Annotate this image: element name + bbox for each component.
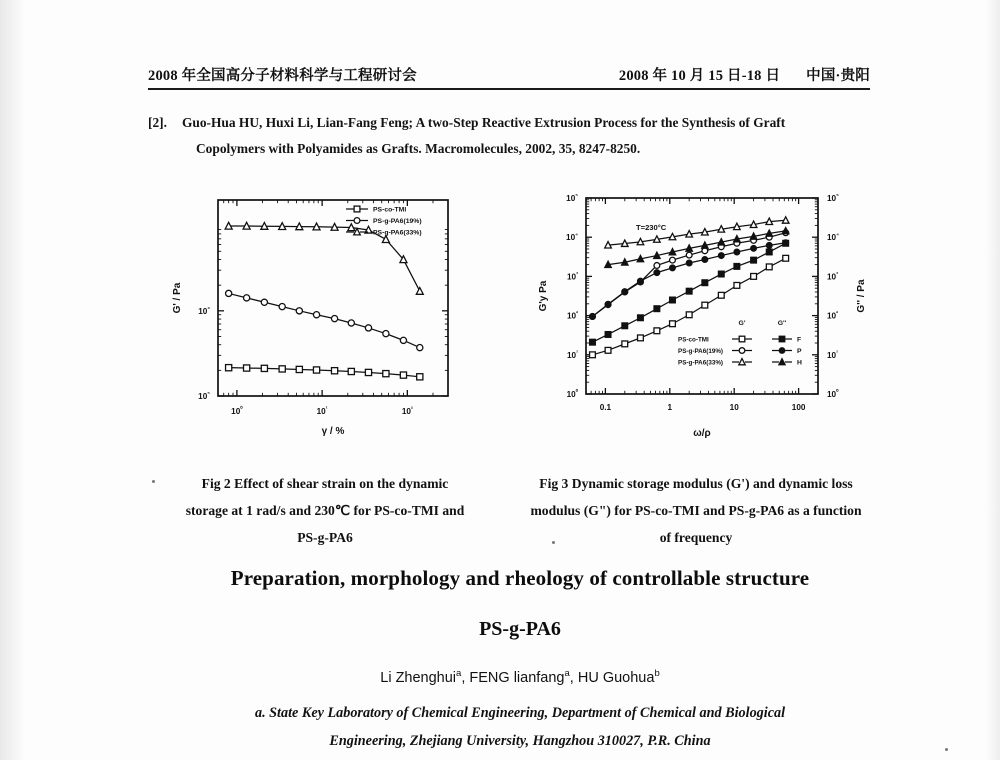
svg-text:PS-g-PA6(33%): PS-g-PA6(33%) [373,229,422,237]
svg-text:10¹: $10^{^1}$ [827,350,839,360]
svg-text:10¹: $10^{^1}$ [566,350,578,360]
figure-2-axes [198,200,448,444]
svg-text:10²: $10^{^2}$ [401,406,413,416]
figure-3-annotation: T=230°C [636,223,667,232]
reference-text-line1: Guo-Hua HU, Huxi Li, Lian-Fang Feng; A two-Step Reactive Extrusion Process for the Synthesis of Graft [182,115,786,130]
svg-text:10³: $10^{^3}$ [827,272,839,282]
figure-row [150,182,890,447]
svg-text:10¹: $10^{^1}$ [316,406,328,416]
article-title-line1: Preparation, morphology and rheology of controllable structure [230,566,810,590]
figure-3-caption [500,470,892,552]
svg-text:P: P [797,348,802,356]
reference-number: [2]. [148,115,167,130]
figure-2-caption-line3: PS-g-PA6 [297,530,353,546]
figure-2-plot [158,182,488,444]
running-header [148,64,870,85]
scan-speck [552,541,555,544]
svg-text:10⁰: $10^{^0}$ [231,406,243,416]
header-conference-name: 2008 年全国高分子材料科学与工程研讨会 [148,68,417,84]
svg-text:10: 10 [729,403,739,412]
svg-text:G'': G'' [777,320,787,327]
svg-text:F: F [797,336,802,344]
author-list [150,668,890,686]
figure-3-xlabel: ω/ρ [693,428,711,439]
author-3-affil-mark: b [654,668,660,679]
svg-text:PS-g-PA6(19%): PS-g-PA6(19%) [373,218,422,225]
author-2: , FENG lianfang [461,669,565,686]
figure-3-caption-line3: of frequency [659,530,733,546]
figure-2-legend [346,206,422,236]
article-title-line2: PS-g-PA6 [479,618,561,640]
svg-text:10²: $10^{^2}$ [827,311,839,321]
header-right-group [619,64,870,85]
figure-3-caption-line2: modulus (G") for PS-co-TMI and PS-g-PA6 as a function [530,503,862,519]
figure-3-ylabel: G'y Pa [538,280,549,312]
affiliation [150,700,890,755]
figure-3-plot [528,182,878,444]
header-date: 2008 年 10 月 15 日-18 日 [618,68,781,84]
svg-text:H: H [797,359,802,367]
svg-text:PS-co-TMI: PS-co-TMI [373,206,407,214]
svg-text:100: 100 [791,403,806,412]
svg-text:PS-g-PA6(33%): PS-g-PA6(33%) [678,359,724,367]
affiliation-line1: a. State Key Laboratory of Chemical Engineering, Department of Chemical and Biological [254,705,786,721]
figure-2-series-group [225,222,423,380]
scan-speck [945,748,948,751]
svg-text:PS-g-PA6(19%): PS-g-PA6(19%) [678,347,724,355]
author-2-affil-mark: a [564,668,570,679]
svg-text:0.1: 0.1 [599,403,612,412]
figure-2-caption [150,470,500,552]
author-1-affil-mark: a [456,668,462,679]
figure-2-xlabel: γ / % [321,426,345,437]
figure-3-caption-line1: Fig 3 Dynamic storage modulus (G') and dynamic loss [539,476,853,491]
svg-text:10⁵: $10^{^5}$ [827,193,839,203]
svg-text:10⁵: $10^{^5}$ [566,193,578,203]
svg-text:PS-co-TMI: PS-co-TMI [678,336,709,344]
figure-2-caption-line1: Fig 2 Effect of shear strain on the dynamic [201,476,449,491]
svg-text:G': G' [738,320,746,327]
reference-text-line2: Copolymers with Polyamides as Grafts. Macromolecules, 2002, 35, 8247-8250. [196,141,641,157]
figure-3 [528,182,878,444]
svg-text:10⁶: $10^{^6}$ [198,306,210,316]
svg-text:10²: $10^{^2}$ [566,311,578,321]
affiliation-line2: Engineering, Zhejiang University, Hangzhou 310027, P.R. China [329,732,711,749]
reference-entry [148,110,874,162]
svg-text:10⁴: $10^{^4}$ [827,232,839,243]
figure-2-ylabel: G' / Pa [172,282,183,314]
svg-text:10⁰: $10^{^0}$ [566,389,578,399]
figure-2 [158,182,488,444]
header-divider [148,88,870,90]
figure-3-legend [678,320,802,367]
header-location: 中国·贵阳 [806,68,870,84]
scan-speck [152,480,155,483]
svg-text:1: 1 [667,403,673,412]
author-3: , HU Guohua [569,669,655,686]
svg-text:10⁰: $10^{^0}$ [827,389,839,399]
svg-text:10⁴: $10^{^4}$ [566,232,578,243]
figure-3-ylabel-right: G'' / Pa [856,279,867,313]
svg-text:10⁵: $10^{^5}$ [198,391,210,401]
svg-text:10³: $10^{^3}$ [566,272,578,282]
figure-2-caption-line2: storage at 1 rad/s and 230℃ for PS-co-TMI and [185,503,465,519]
author-1: Li Zhenghui [380,669,457,686]
